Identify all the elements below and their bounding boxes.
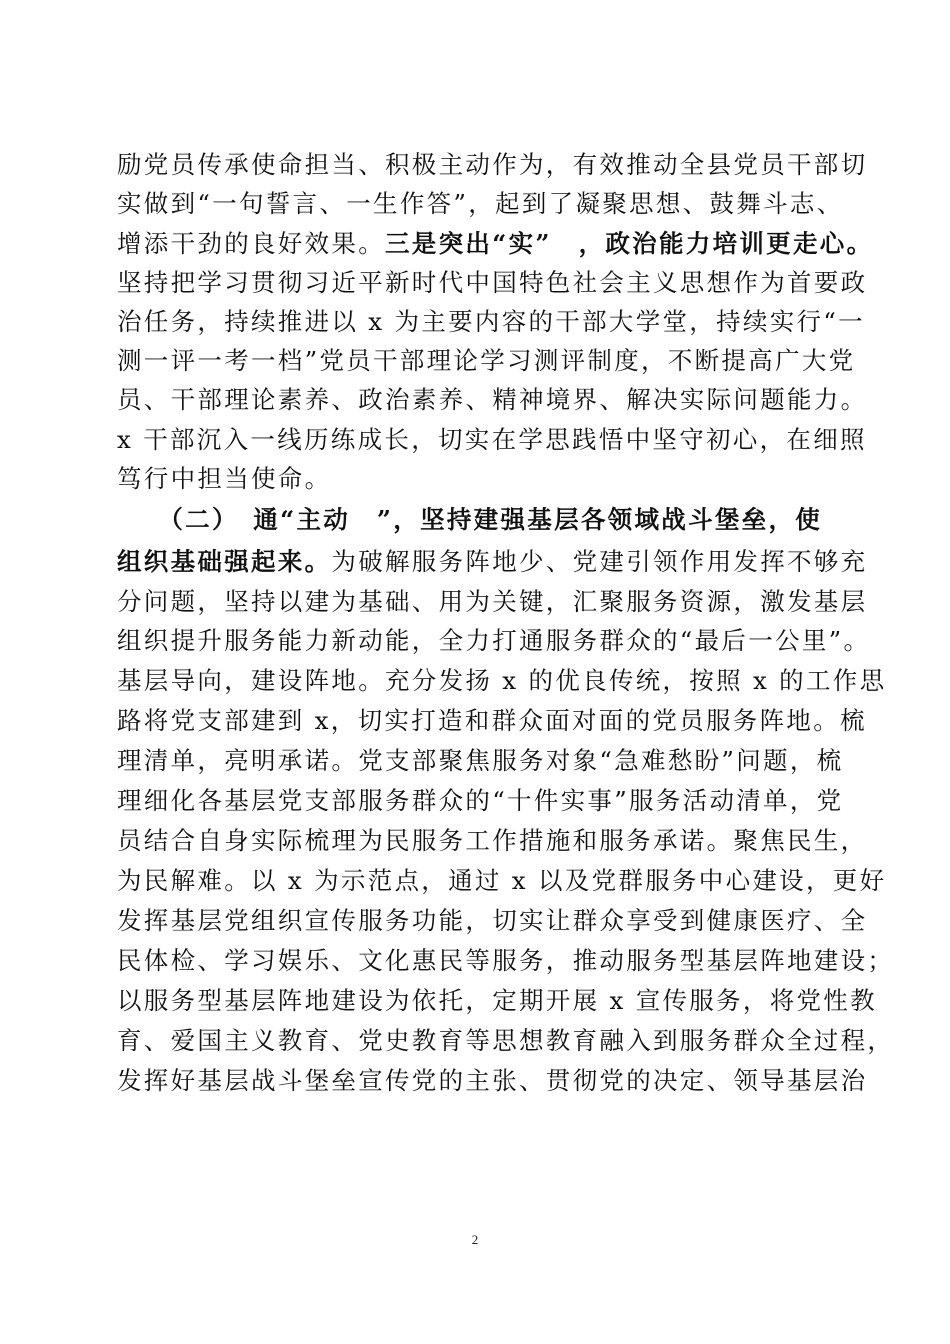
text-segment: 民体检、学习娱乐、文化惠民等服务，推动服务型基层阵地建设； — [117, 946, 895, 975]
text-segment: 分问题，坚持以建为基础、用为关键，汇聚服务资源，激发基层 — [117, 587, 868, 616]
text-segment: 基层导向，建设阵地。充分发扬 x 的优良传统，按照 x 的工作思 — [117, 666, 887, 695]
text-segment: 理清单，亮明承诺。党支部聚焦服务对象“急难愁盼”问题，梳 — [117, 746, 844, 775]
text-segment: 育、爱国主义教育、党史教育等思想教育融入到服务群众全过程， — [117, 1026, 895, 1055]
text-segment: 发挥好基层战斗堡垒宣传党的主张、贯彻党的决定、领导基层治 — [117, 1066, 868, 1095]
text-line — [117, 542, 868, 582]
text-line — [117, 302, 865, 342]
bold-text-segment: （二） 通“主动 ”，坚持建强基层各领域战斗堡垒，使 — [117, 505, 823, 534]
text-line — [117, 621, 871, 661]
text-segment: 实做到“一句誓言、一生作答”，起到了凝聚思想、鼓舞斗志、 — [117, 189, 844, 218]
text-line — [117, 861, 887, 901]
text-line — [117, 184, 857, 224]
text-segment: 员、干部理论素养、政治素养、精神境界、解决实际问题能力。 — [117, 385, 868, 414]
bold-text-segment: 组织基础强起来。 — [117, 547, 332, 576]
text-segment: 路将党支部建到 x，切实打造和群众面对面的党员服务阵地。梳 — [117, 706, 867, 735]
text-segment: 励党员传承使命担当、积极主动作为，有效推动全县党员干部切 — [117, 150, 868, 179]
text-segment: 治任务，持续推进以 x 为主要内容的干部大学堂，持续实行“一 — [117, 307, 865, 336]
text-segment: 为民解难。以 x 为示范点，通过 x 以及党群服务中心建设，更好 — [117, 866, 887, 895]
text-line — [117, 341, 857, 381]
text-segment: 组织提升服务能力新动能，全力打通服务群众的“最后一公里”。 — [117, 626, 871, 655]
bold-text-segment: 三是突出“实” ，政治能力培训更走心。 — [385, 229, 874, 258]
text-segment: 测一评一考一档”党员干部理论学习测评制度，不断提高广大党 — [117, 346, 856, 375]
text-line — [117, 661, 887, 701]
text-line — [117, 145, 868, 185]
text-line — [117, 981, 877, 1021]
text-line — [117, 224, 874, 264]
text-segment: 增添干劲的良好效果。 — [117, 229, 385, 258]
text-line — [117, 741, 857, 781]
text-segment: 发挥基层党组织宣传服务功能，切实让群众享受到健康医疗、全 — [117, 906, 868, 935]
text-line — [117, 420, 867, 460]
text-line — [117, 263, 868, 303]
text-line — [117, 781, 857, 821]
text-line — [117, 941, 895, 981]
text-line — [117, 1021, 895, 1061]
text-segment: 笃行中担当使命。 — [117, 464, 332, 493]
text-line — [117, 582, 868, 622]
text-line — [117, 1061, 868, 1101]
text-segment: 为破解服务阵地少、党建引领作用发挥不够充 — [331, 547, 868, 576]
text-line — [117, 701, 867, 741]
text-segment: 坚持把学习贯彻习近平新时代中国特色社会主义思想作为首要政 — [117, 268, 868, 297]
text-line — [117, 901, 868, 941]
text-line — [117, 500, 857, 540]
text-segment: 员结合自身实际梳理为民服务工作措施和服务承诺。聚焦民生， — [117, 826, 868, 855]
text-line — [117, 459, 857, 499]
page-number: 2 — [471, 1232, 479, 1247]
text-segment: 以服务型基层阵地建设为依托，定期开展 x 宣传服务，将党性教 — [117, 986, 877, 1015]
text-segment: 理细化各基层党支部服务群众的“十件实事”服务活动清单，党 — [117, 786, 844, 815]
text-line — [117, 821, 868, 861]
text-line — [117, 380, 868, 420]
text-segment: x 干部沉入一线历练成长，切实在学思践悟中坚守初心，在细照 — [117, 425, 867, 454]
